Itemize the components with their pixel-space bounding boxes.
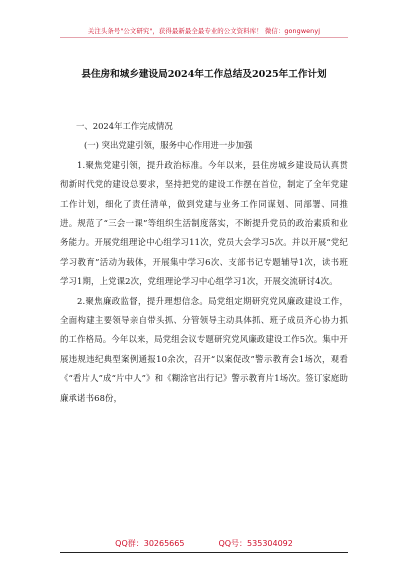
contact-footer bbox=[0, 538, 408, 549]
subsection-heading: (一) 突出党建引领，服务中心作用进一步加强 bbox=[84, 140, 253, 151]
qq-group-number: QQ群：30265665 bbox=[115, 539, 185, 548]
document-title: 县住房和城乡建设局2024年工作总结及2025年工作计划 bbox=[81, 69, 327, 80]
paragraph-integrity-supervision: 2.聚焦廉政监督，提升理想信念。局党组定期研究党风廉政建设工作，全面构建主要领导亲自带头抓、分管领导主动具体抓、班子成员齐心协力抓的工作格局。今年以来，局党组会议专题研究党风廉政建设工作5次。集中开展违规违纪典型案例通报10余次，召开“以案促改”警示教育会1场次，观看《“看片人”成“片中人”》和《糊涂官出行记》警示教育片1场次。签订家庭助廉承诺书68份， bbox=[60, 295, 348, 403]
document-body bbox=[60, 117, 348, 408]
paragraph-party-building: 1.聚焦党建引领，提升政治标准。今年以来，县住房城乡建设局认真贯彻新时代党的建设总要求，坚持把党的建设工作摆在首位，制定了全年党建工作计划，细化了责任清单，做到党建与业务工作同谋划、同部署、同推进。规范了“三会一课”等组织生活制度落实，不断提升党员的政治素质和业务能力。开展党组理论中心组学习11次，党员大会学习5次。并以开展“党纪学习教育”活动为载体，开展集中学习6次、支部书记专题辅导1次，读书班学习1期，上党课2次，党组理论学习中心组学习1次，开展交流研讨4次。 bbox=[60, 159, 348, 287]
section-heading: 一、2024年工作完成情况 bbox=[76, 121, 173, 131]
footer-divider bbox=[60, 552, 348, 553]
qq-account-number: QQ号：535304092 bbox=[218, 539, 293, 548]
header-divider bbox=[60, 37, 348, 38]
source-banner: 关注头条号"公文研究"，获得最新最全最专业的公文资料库！ 微信：gongwenyj bbox=[87, 27, 321, 35]
